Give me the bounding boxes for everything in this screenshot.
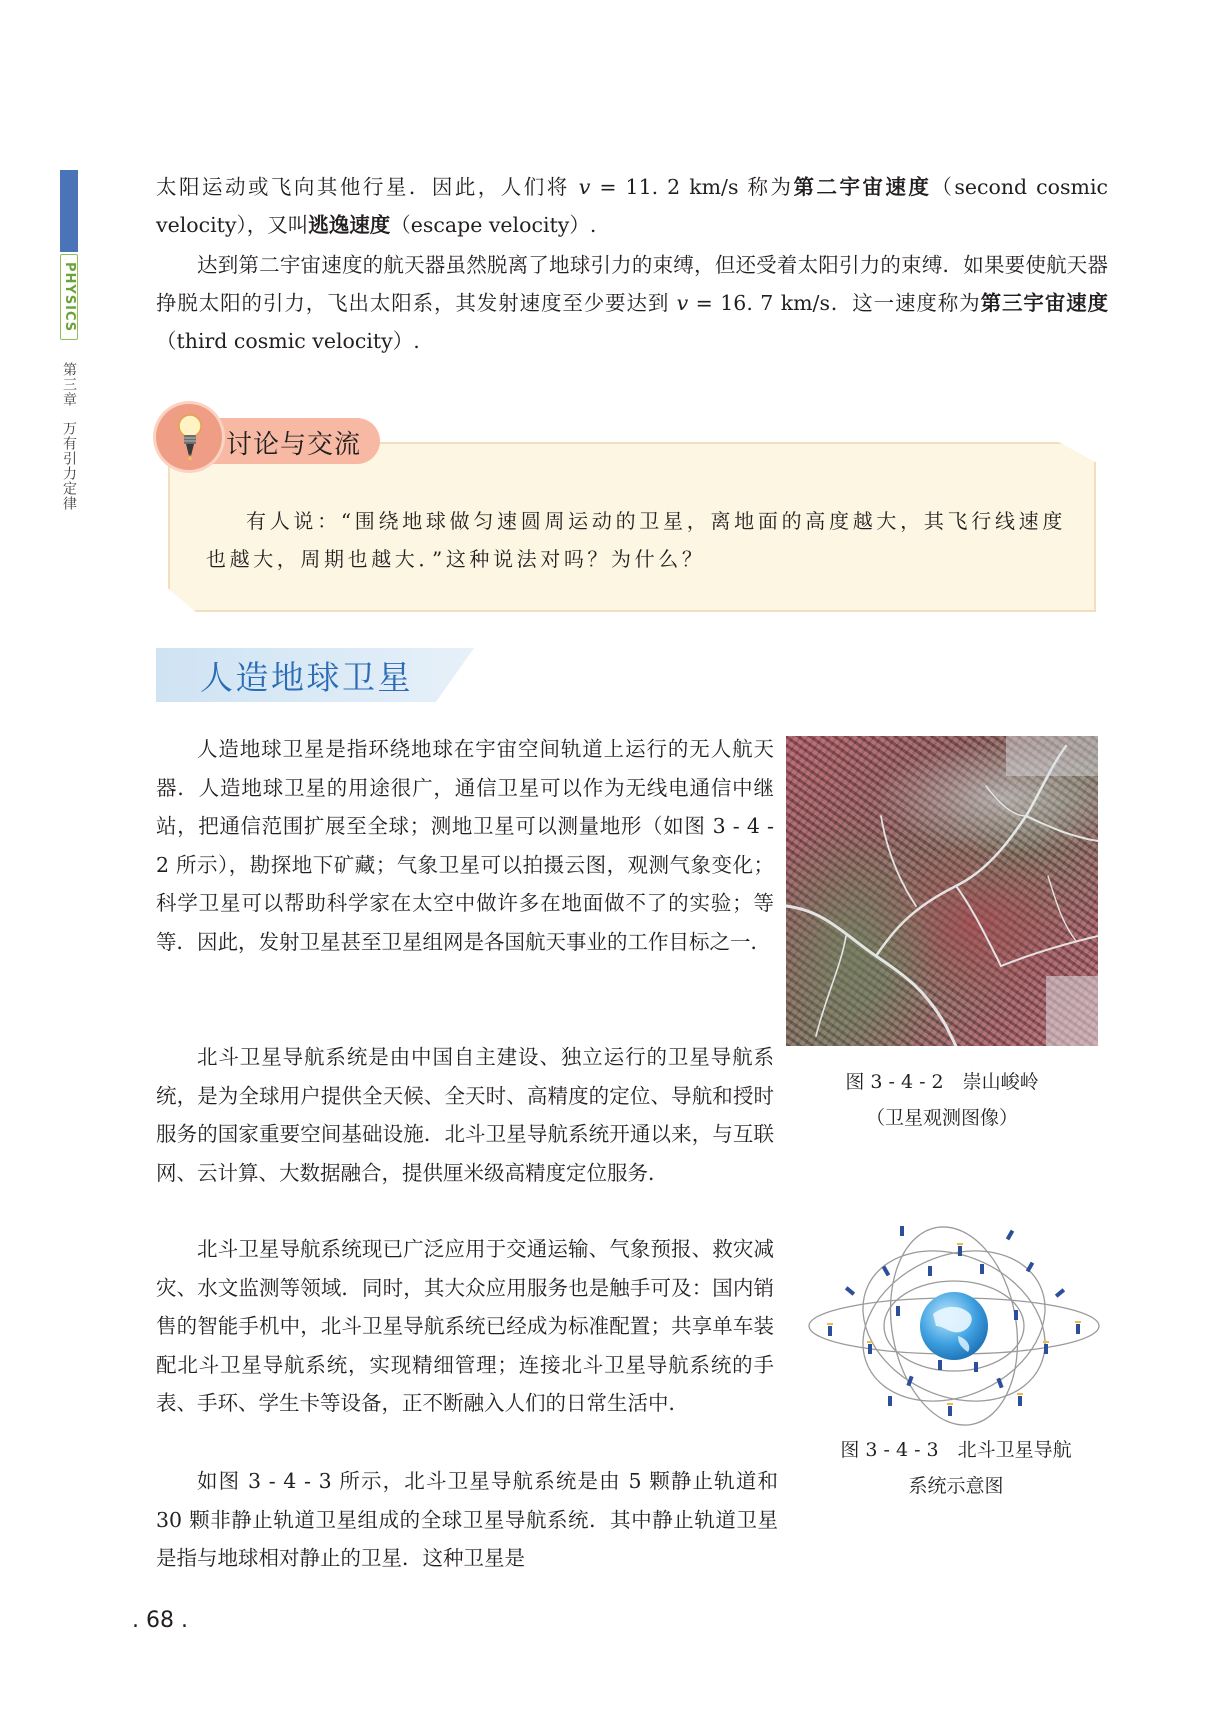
term-second-cosmic-velocity: 第二宇宙速度: [793, 175, 932, 199]
chapter-label: [60, 362, 78, 511]
page-number: . 68 .: [132, 1608, 188, 1633]
figure-3-4-3-caption: [800, 1432, 1112, 1504]
section-paragraph-2: 北斗卫星导航系统是由中国自主建设、独立运行的卫星导航系统，是为全球用户提供全天候、全天时、高精度的定位、导航和授时服务的国家重要空间基础设施．北斗卫星导航系统开通以来，与互联网、云计算、大数据融合，提供厘米级高精度定位服务．: [156, 1045, 774, 1185]
figure-3-4-3-title: 图 3 - 4 - 3 北斗卫星导航: [840, 1439, 1072, 1461]
intro-paragraph-2: 达到第二宇宙速度的航天器虽然脱离了地球引力的束缚，但还受着太阳引力的束缚．如果要使航天器挣脱太阳的引力，飞出太阳系，其发射速度至少要达到 v = 16. 7 km/s．这一速度称为第三宇宙速度（third cosmic velocity）.: [156, 253, 1109, 353]
chapter-title: 万有引力定律: [61, 421, 77, 511]
term-third-cosmic-velocity: 第三宇宙速度: [980, 291, 1109, 315]
figure-3-4-3-subtitle: 系统示意图: [908, 1475, 1004, 1497]
figure-3-4-2-caption: [786, 1064, 1098, 1136]
satellite-terrain-image: [786, 736, 1098, 1046]
sidebar-tab: [60, 170, 78, 340]
lightbulb-icon: [172, 410, 208, 464]
discussion-text: 有人说：“围绕地球做匀速圆周运动的卫星，离地面的高度越大，其飞行线速度也越大，周期也越大．”这种说法对吗？为什么？: [206, 509, 1066, 571]
intro-paragraph-1: 太阳运动或飞向其他行星．因此，人们将 v = 11. 2 km/s 称为第二宇宙速度（second cosmic velocity），又叫逃逸速度（escape velocity）.: [156, 175, 1109, 237]
beidou-constellation-diagram: [808, 1226, 1100, 1426]
sidebar-color-block: [60, 170, 78, 252]
section-paragraph-1: 人造地球卫星是指环绕地球在宇宙空间轨道上运行的无人航天器．人造地球卫星的用途很广，通信卫星可以作为无线电通信中继站，把通信范围扩展至全球；测地卫星可以测量地形（如图 3 - 4 - 2 所示），勘探地下矿藏；气象卫星可以拍摄云图，观测气象变化；科学卫星可以帮助科学家在太空中做许多在地面做不了的实验；等等．因此，发射卫星甚至卫星组网是各国航天事业的工作目标之一．: [156, 737, 774, 954]
figure-3-4-2-subtitle: （卫星观测图像）: [865, 1107, 1018, 1129]
section-title: 人造地球卫星: [200, 658, 413, 697]
discussion-title: 讨论与交流: [226, 430, 362, 460]
term-escape-velocity: 逃逸速度: [308, 213, 391, 237]
subject-label: PHYSICS: [60, 254, 78, 340]
section-paragraph-4: 如图 3 - 4 - 3 所示，北斗卫星导航系统是由 5 颗静止轨道和 30 颗非静止轨道卫星组成的全球卫星导航系统．其中静止轨道卫星是指与地球相对静止的卫星．这种卫星是: [156, 1469, 778, 1571]
section-paragraph-3: 北斗卫星导航系统现已广泛应用于交通运输、气象预报、救灾减灾、水文监测等领域．同时，其大众应用服务也是触手可及：国内销售的智能手机中，北斗卫星导航系统已经成为标准配置；共享单车装配北斗卫星导航系统，实现精细管理；连接北斗卫星导航系统的手表、手环、学生卡等设备，正不断融入人们的日常生活中．: [156, 1237, 774, 1416]
figure-3-4-2-title: 图 3 - 4 - 2 崇山峻岭: [845, 1071, 1039, 1093]
chapter-number: 第三章: [61, 362, 77, 407]
